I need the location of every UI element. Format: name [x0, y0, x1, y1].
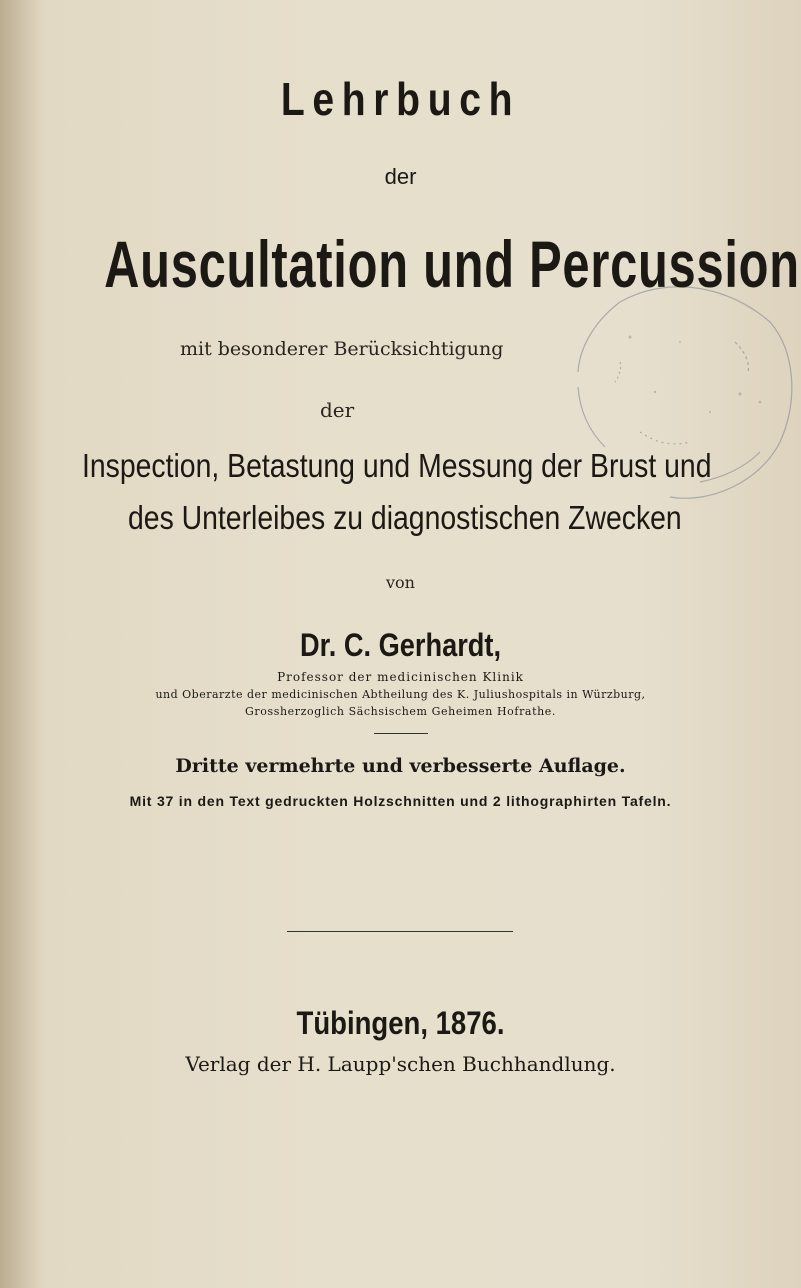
- author-affiliation-1: und Oberarzte der medicinischen Abtheilung des K. Juliushospitals in Würzburg,: [155, 688, 646, 701]
- title-der: der: [384, 164, 417, 189]
- divider-short: [374, 733, 428, 734]
- edition-label: Dritte vermehrte und verbesserte Auflage.: [175, 755, 626, 777]
- subtitle-line-2: des Unterleibes zu diagnostischen Zwecken: [128, 499, 682, 536]
- author-von: von: [386, 573, 415, 592]
- subtitle-intro: mit besonderer Berücksichtigung: [180, 338, 504, 360]
- main-title: Auscultation und Percussion: [104, 227, 800, 301]
- imprint-publisher: Verlag der H. Laupp'schen Buchhandlung.: [185, 1052, 616, 1076]
- imprint-city-year: Tübingen, 1876.: [296, 1005, 505, 1041]
- binding-shadow: [0, 0, 40, 1288]
- title-lehrbuch: Lehrbuch: [280, 73, 521, 125]
- author-affiliation-2: Grossherzoglich Sächsischem Geheimen Hofrathe.: [244, 705, 557, 718]
- author-name: Dr. C. Gerhardt,: [299, 627, 502, 663]
- author-position: Professor der medicinischen Klinik: [277, 670, 524, 684]
- library-stamp-icon: [560, 282, 796, 522]
- subtitle-line-1: Inspection, Betastung und Messung der Brust und: [82, 447, 712, 484]
- divider-long: [287, 931, 513, 932]
- illustrations-note: Mit 37 in den Text gedruckten Holzschnitten und 2 lithographirten Tafeln.: [129, 793, 672, 809]
- subtitle-der: der: [320, 398, 355, 422]
